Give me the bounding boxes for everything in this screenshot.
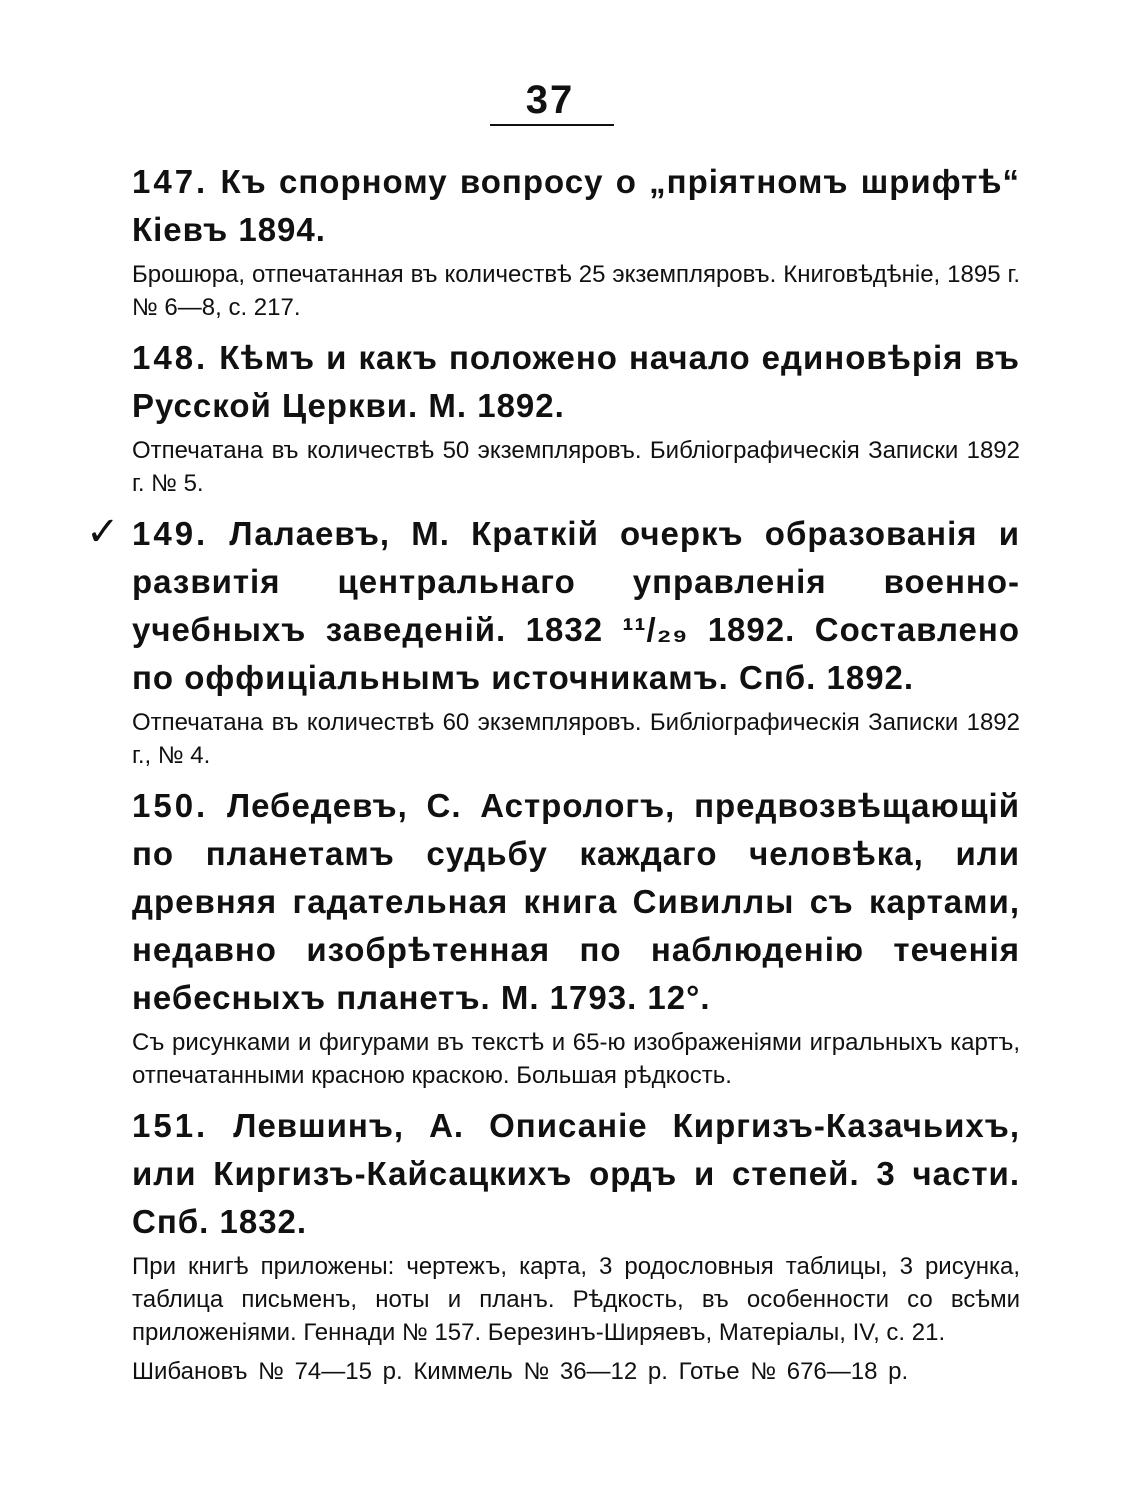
entry-title	[84, 158, 1020, 254]
entry-title	[84, 782, 1020, 1022]
entry-title: 149. Лалаевъ, М. Краткій очеркъ образованія и развитія центральнаго управленія военно-учебныхъ заведеній. 1832 ¹¹/₂₉ 1892. Составлено по оффиціальнымъ источникамъ. Спб. 1892.	[132, 515, 1020, 696]
fraction-numerator: ¹¹	[622, 611, 647, 648]
entry-title	[84, 1102, 1020, 1246]
entry-number: 148.	[132, 339, 209, 376]
entry-150	[84, 782, 1020, 1092]
entry-title-text: Кѣмъ и какъ положено начало единовѣрія въ Русской Церкви. М. 1892.	[132, 339, 1020, 424]
entry-number: 151.	[132, 1107, 209, 1144]
entry-note: Отпечатана въ количествѣ 60 экземпляровъ. Библіографическія Записки 1892 г., № 4.	[132, 709, 1020, 769]
entry-note: Отпечатана въ количествѣ 50 экземпляровъ. Библіографическія Записки 1892 г. № 5.	[132, 437, 1020, 497]
entry-number: 150.	[132, 787, 209, 824]
checkmark-icon: ✓	[86, 509, 120, 554]
entry-148	[84, 334, 1020, 500]
entry-title	[84, 334, 1020, 430]
fraction-denominator: ₂₉	[656, 611, 689, 648]
entry-title-text: Лалаевъ, М. Краткій очеркъ образованія и развитія центральнаго управленія военно-учебныхъ заведеній. 1832	[132, 515, 1020, 648]
entry-title-text: Лебедевъ, С. Астрологъ, предвозвѣщающій по планетамъ судьбу каждаго человѣка, или древняя гадательная книга Сивиллы съ картами, недавно изобрѣтенная по наблюденію теченія небесныхъ планетъ. М. 1793. 12°.	[132, 787, 1020, 1016]
entry-title-text: Левшинъ, А. Описаніе Киргизъ-Казачьихъ, или Киргизъ-Кайсацкихъ ордъ и степей. 3 части. Спб. 1832.	[132, 1107, 1020, 1240]
entry-note: Брошюра, отпечатанная въ количествѣ 25 экземпляровъ. Книговѣдѣніе, 1895 г. № 6—8, с. 217.	[132, 261, 1020, 321]
page-content	[84, 158, 1020, 1398]
page-number: 37	[525, 78, 575, 122]
entry-title-text: Къ спорному вопросу о „пріятномъ шрифтѣ“ Кіевъ 1894.	[132, 163, 1020, 248]
page-number-rule	[490, 124, 614, 126]
entry-149	[84, 510, 1020, 772]
entry-147	[84, 158, 1020, 324]
entry-note: При книгѣ приложены: чертежъ, карта, 3 родословныя таблицы, 3 рисунка, таблица письменъ, ноты и планъ. Рѣдкость, въ особенности со всѣми приложеніями. Геннади № 157. Березинъ-Ширяевъ, Матеріалы, IV, с. 21.	[132, 1253, 1020, 1346]
entry-prices: Шибановъ № 74—15 р. Киммель № 36—12 р. Готье № 676—18 р.	[132, 1358, 909, 1385]
entry-number: 149.	[132, 515, 209, 552]
entry-number: 147.	[132, 163, 209, 200]
entry-note: Съ рисунками и фигурами въ текстѣ и 65-ю изображеніями игральныхъ картъ, отпечатанными красною краскою. Большая рѣдкость.	[132, 1029, 1020, 1089]
entry-151	[84, 1102, 1020, 1388]
entry-title-text-continued: 1892. Составлено по оффиціальнымъ источникамъ. Спб. 1892.	[132, 611, 1020, 696]
